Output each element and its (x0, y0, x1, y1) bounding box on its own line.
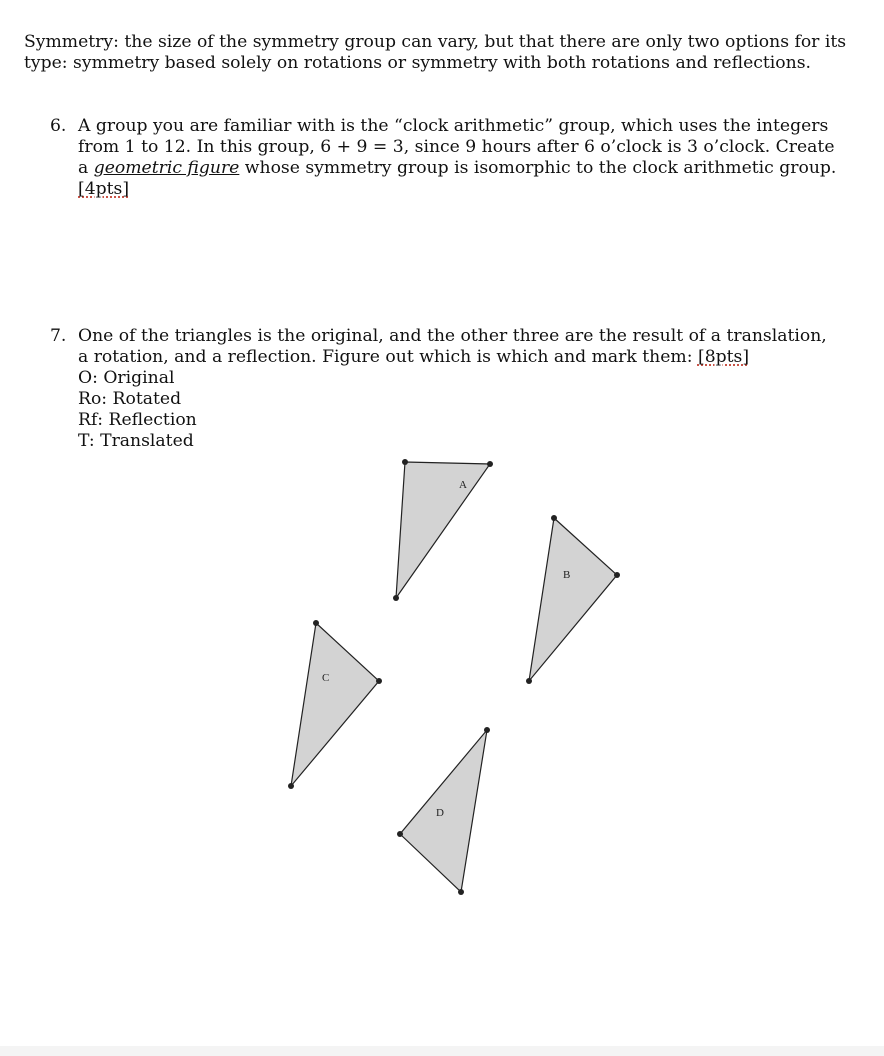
vertex-dot (393, 595, 399, 601)
question-6-points: [4pts] (78, 179, 130, 199)
question-7-text: One of the triangles is the original, and the other three are the result of a translation, a rotation, and a reflection. Figure out which is which and mark them: (78, 326, 827, 367)
triangle-b-label: B (563, 569, 571, 581)
triangle-d-label: D (436, 807, 444, 819)
vertex-dot (484, 727, 490, 733)
page-bottom-edge (0, 1046, 884, 1056)
triangle-b (526, 515, 620, 684)
triangle-d (397, 727, 490, 895)
vertex-dot (288, 783, 294, 789)
option-translated: T: Translated (78, 431, 194, 451)
geometric-figure-link[interactable]: geometric figure (93, 158, 240, 178)
question-6-text-after: whose symmetry group is isomorphic to the clock arithmetic group. (239, 158, 837, 178)
triangle-c-label: C (322, 672, 330, 684)
question-7-points: [8pts] (697, 347, 750, 367)
triangle-a-label: A (459, 479, 467, 491)
option-original: O: Original (78, 368, 175, 388)
question-6-number: 6. (50, 116, 67, 136)
option-rotated: Ro: Rotated (78, 389, 182, 409)
question-6-text-before: A group you are familiar with is the “clock arithmetic” group, which uses the integers from 1 to 12. In this group, 6 + 9 = 3, since 9 hours after 6 o’clock is 3 o’clock. Create a (78, 116, 835, 178)
vertex-dot (313, 620, 319, 626)
option-reflection: Rf: Reflection (78, 410, 197, 430)
intro-text: Symmetry: the size of the symmetry group can vary, but that there are only two options for its type: symmetry based solely on rotations or symmetry with both rotations and reflections. (24, 32, 847, 73)
vertex-dot (487, 461, 493, 467)
vertex-dot (397, 831, 403, 837)
triangle-a (393, 459, 493, 601)
vertex-dot (402, 459, 408, 465)
question-7-number: 7. (50, 326, 67, 346)
triangle-c (288, 620, 382, 789)
vertex-dot (551, 515, 557, 521)
vertex-dot (526, 678, 532, 684)
vertex-dot (458, 889, 464, 895)
vertex-dot (614, 572, 620, 578)
vertex-dot (376, 678, 382, 684)
